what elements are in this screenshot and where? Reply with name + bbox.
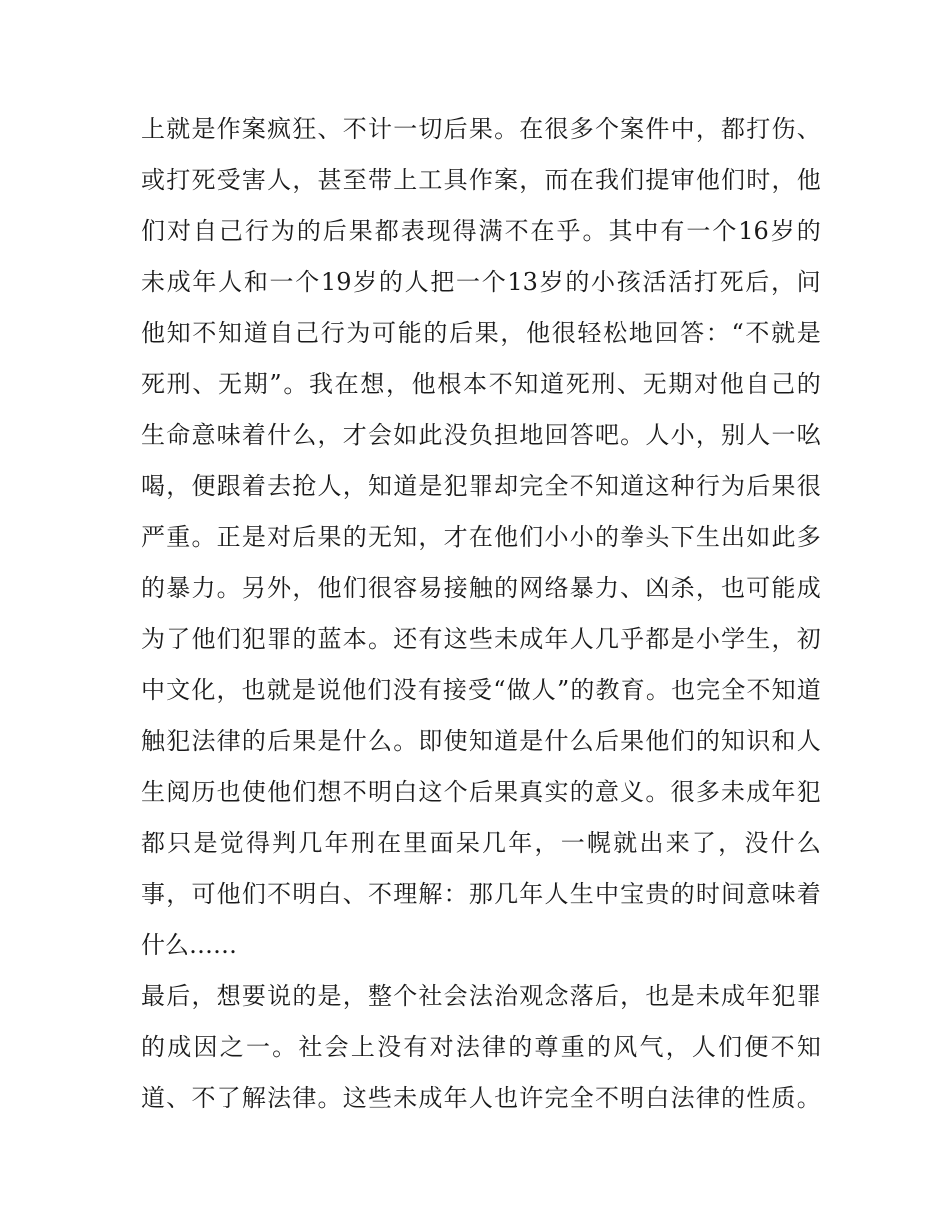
text-line: 生 阅 历 也 使 他 们 想 不 明 白 这 个 后 果 真 实 的 意 义 。 很 多 未 成 年 犯	[141, 778, 821, 806]
text-line: 喝 ， 便 跟 着 去 抢 人 ， 知 道 是 犯 罪 却 完 全 不 知 道 这 种 行 为 后 果 很	[141, 472, 821, 500]
text-line: 们 对 自 己 行 为 的 后 果 都 表 现 得 满 不 在 乎 。 其 中 有 一 个 16 岁 的	[141, 217, 821, 245]
text-line: 未 成 年 人 和 一 个 19 岁 的 人 把 一 个 13 岁 的 小 孩 活 活 打 死 后 ， 问	[141, 268, 821, 296]
text-line: 什么……	[141, 931, 237, 959]
text-line: 都 只 是 觉 得 判 几 年 刑 在 里 面 呆 几 年 ， 一 幌 就 出 来 了 ， 没 什 么	[141, 829, 821, 857]
text-line: 严 重 。 正 是 对 后 果 的 无 知 ， 才 在 他 们 小 小 的 拳 头 下 生 出 如 此 多	[141, 523, 821, 551]
text-line: 的 成 因 之 一 。 社 会 上 没 有 对 法 律 的 尊 重 的 风 气 ， 人 们 便 不 知	[141, 1033, 821, 1061]
text-line: 死 刑 、 无 期 ” 。 我 在 想 ， 他 根 本 不 知 道 死 刑 、 无 期 对 他 自 己 的	[141, 370, 821, 398]
text-line: 最 后 ， 想 要 说 的 是 ， 整 个 社 会 法 治 观 念 落 后 ， 也 是 未 成 年 犯 罪	[141, 982, 821, 1010]
text-line: 上 就 是 作 案 疯 狂 、 不 计 一 切 后 果 。 在 很 多 个 案 件 中 ， 都 打 伤 、	[141, 115, 821, 143]
text-line: 触 犯 法 律 的 后 果 是 什 么 。 即 使 知 道 是 什 么 后 果 他 们 的 知 识 和 人	[141, 727, 821, 755]
text-line: 他 知 不 知 道 自 己 行 为 可 能 的 后 果 ， 他 很 轻 松 地 回 答 ： “ 不 就 是	[141, 319, 821, 347]
text-line: 事 ， 可 他 们 不 明 白 、 不 理 解 ： 那 几 年 人 生 中 宝 贵 的 时 间 意 味 着	[141, 880, 821, 908]
text-line: 中 文 化 ， 也 就 是 说 他 们 没 有 接 受 “ 做 人 ” 的 教 育 。 也 完 全 不 知 道	[141, 676, 821, 704]
text-line: 的 暴 力 。 另 外 ， 他 们 很 容 易 接 触 的 网 络 暴 力 、 凶 杀 ， 也 可 能 成	[141, 574, 821, 602]
text-line: 道 、 不 了 解 法 律 。 这 些 未 成 年 人 也 许 完 全 不 明 白 法 律 的 性 质 。	[141, 1084, 821, 1112]
text-line: 生 命 意 味 着 什 么 ， 才 会 如 此 没 负 担 地 回 答 吧 。 人 小 ， 别 人 一 吆	[141, 421, 821, 449]
text-line: 为 了 他 们 犯 罪 的 蓝 本 。 还 有 这 些 未 成 年 人 几 乎 都 是 小 学 生 ， 初	[141, 625, 821, 653]
text-line: 或 打 死 受 害 人 ， 甚 至 带 上 工 具 作 案 ， 而 在 我 们 提 审 他 们 时 ， 他	[141, 166, 821, 194]
body-text	[141, 104, 821, 1124]
